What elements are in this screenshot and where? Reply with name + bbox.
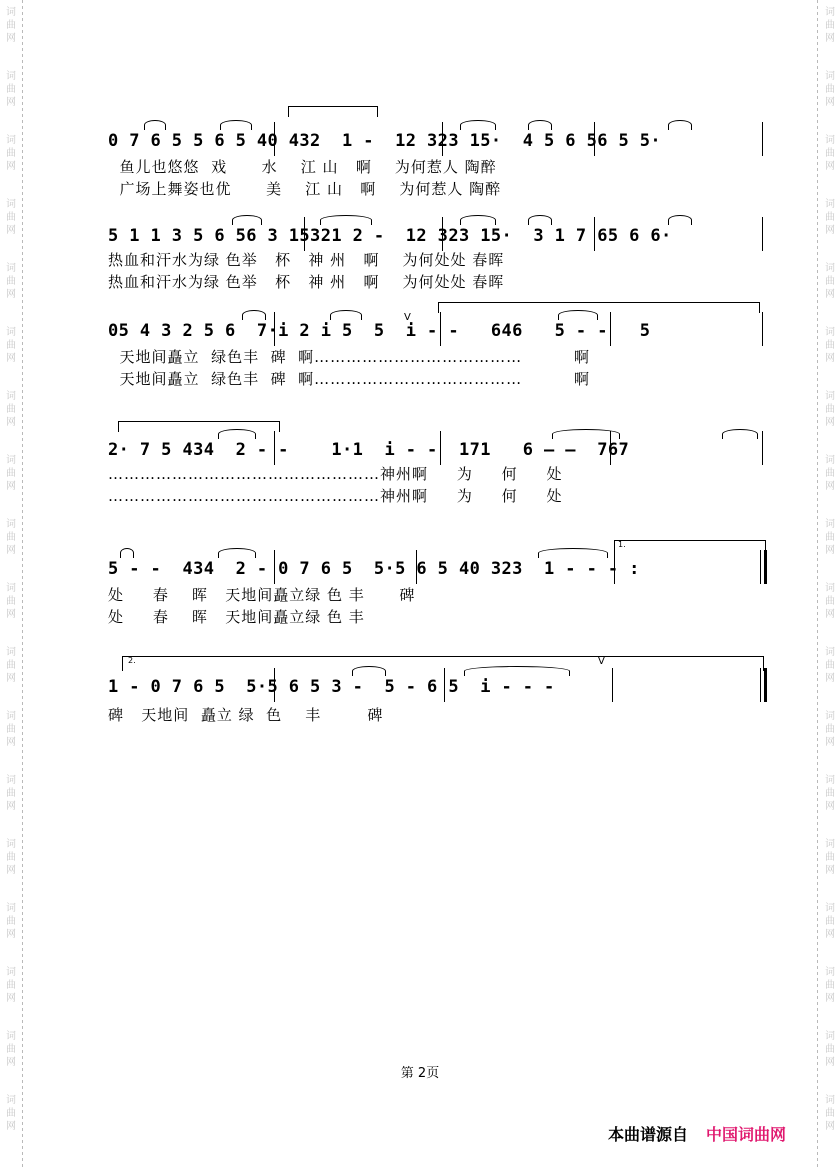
lyric-line-2: ……………………………………………神州啊 为 何 处: [108, 487, 563, 505]
volta-1-label: 1.: [618, 540, 626, 549]
left-margin-guide: [22, 0, 23, 1169]
page-number: 第 2页: [400, 1066, 440, 1081]
notation-line: 0 7 6 5 5 6 5 40 432 1 - 12 323 15· 4 5 6 56 5 5·: [108, 131, 662, 151]
watermark-text: 词 曲 网: [825, 519, 835, 556]
lyric-line-2: 天地间矗立 绿色丰 碑 啊………………………………… 啊: [108, 370, 591, 388]
right-margin-guide: [817, 0, 818, 1169]
lyric-line-1: ……………………………………………神州啊 为 何 处: [108, 465, 563, 483]
watermark-text: 词 曲 网: [825, 711, 835, 748]
notation-line: 1 - 0 7 6 5 5·5 6 5 3 - 5 - 6 5 i - - -: [108, 677, 555, 697]
lyric-line-1: 热血和汗水为绿 色举 杯 神 州 啊 为何处处 春晖: [108, 251, 505, 269]
watermark-text: 词 曲 网: [6, 775, 16, 812]
watermark-text: 词 曲 网: [6, 263, 16, 300]
notation-line: 5 - - 434 2 - 0 7 6 5 5·5 6 5 40 323 1 - - - :: [108, 559, 640, 579]
watermark-text: 词 曲 网: [6, 967, 16, 1004]
source-credit: [608, 1122, 786, 1145]
watermark-text: 词 曲 网: [6, 199, 16, 236]
lyric-line-1: 碑 天地间 矗立 绿 色 丰 碑: [108, 706, 384, 724]
watermark-text: 词 曲 网: [825, 583, 835, 620]
watermark-text: 词 曲 网: [825, 263, 835, 300]
watermark-text: 词 曲 网: [6, 7, 16, 44]
lyric-line-2: 处 春 晖 天地间矗立绿 色 丰: [108, 608, 365, 626]
watermark-text: 词 曲 网: [6, 839, 16, 876]
notation-line: 05 4 3 2 5 6 7·i 2 i 5 5 i - - 646 5 - - 5: [108, 321, 651, 341]
watermark-text: 词 曲 网: [6, 1031, 16, 1068]
watermark-text: 词 曲 网: [6, 71, 16, 108]
source-brand-link[interactable]: 中国词曲网: [706, 1125, 787, 1144]
breath-mark: V: [404, 312, 411, 323]
watermark-text: 词 曲 网: [6, 519, 16, 556]
lyric-line-2: 热血和汗水为绿 色举 杯 神 州 啊 为何处处 春晖: [108, 273, 505, 291]
lyric-line-1: 鱼儿也悠悠 戏 水 江 山 啊 为何惹人 陶醉: [108, 158, 497, 176]
fermata-breath-mark: V: [598, 656, 605, 667]
lyric-line-1: 处 春 晖 天地间矗立绿 色 丰 碑: [108, 586, 416, 604]
watermark-text: 词 曲 网: [825, 1031, 835, 1068]
watermark-text: 词 曲 网: [825, 199, 835, 236]
watermark-text: 词 曲 网: [6, 391, 16, 428]
watermark-text: 词 曲 网: [6, 135, 16, 172]
watermark-text: 词 曲 网: [825, 7, 835, 44]
volta-2-label: 2.: [128, 656, 136, 665]
lyric-line-1: 天地间矗立 绿色丰 碑 啊………………………………… 啊: [108, 348, 591, 366]
watermark-text: 词 曲 网: [6, 1095, 16, 1132]
watermark-text: 词 曲 网: [6, 647, 16, 684]
watermark-text: 词 曲 网: [825, 135, 835, 172]
notation-line: 2· 7 5 434 2 - - 1·1 i - - 171 6 — — 767: [108, 440, 630, 460]
watermark-text: 词 曲 网: [825, 839, 835, 876]
watermark-text: 词 曲 网: [6, 455, 16, 492]
watermark-text: 词 曲 网: [825, 647, 835, 684]
watermark-text: 词 曲 网: [825, 967, 835, 1004]
watermark-text: 词 曲 网: [825, 71, 835, 108]
watermark-text: 词 曲 网: [825, 1095, 835, 1132]
watermark-text: 词 曲 网: [6, 327, 16, 364]
watermark-text: 词 曲 网: [6, 711, 16, 748]
watermark-text: 词 曲 网: [825, 391, 835, 428]
source-label: 本曲谱源自: [608, 1125, 689, 1144]
watermark-text: 词 曲 网: [825, 775, 835, 812]
watermark-text: 词 曲 网: [6, 903, 16, 940]
watermark-text: 词 曲 网: [825, 455, 835, 492]
watermark-text: 词 曲 网: [6, 583, 16, 620]
notation-line: 5 1 1 3 5 6 56 3 15321 2 - 12 323 15· 3 1 7 65 6 6·: [108, 226, 672, 246]
watermark-text: 词 曲 网: [825, 903, 835, 940]
watermark-text: 词 曲 网: [825, 327, 835, 364]
lyric-line-2: 广场上舞姿也优 美 江 山 啊 为何惹人 陶醉: [108, 180, 502, 198]
